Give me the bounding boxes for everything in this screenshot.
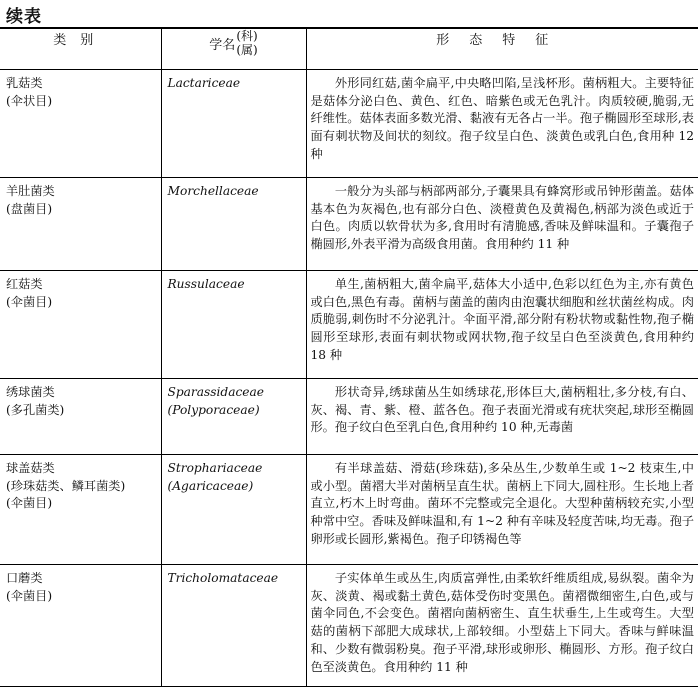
- row-features-cell: 外形同红菇,菌伞扁平,中央略凹陷,呈浅杯形。菌柄粗大。主要特征是菇体分泌白色、黄色、红色、暗紫色或无色乳汁。肉质较硬,脆弱,无纤维性。菇体表面多数光滑、黏液有无各占一半。孢子椭圆形至球形,表面有刺状物及间状的刻纹。孢子纹呈白色、淡黄色或乳白色,食用种 12 种: [306, 70, 698, 178]
- category-name: 口蘑类: [6, 571, 43, 585]
- row-category-cell: [0, 565, 161, 687]
- category-name: 红菇类: [6, 277, 43, 291]
- category-order: (盘菌目): [6, 201, 53, 216]
- row-latin-cell: [161, 178, 306, 271]
- row-latin-cell: [161, 379, 306, 455]
- latin-name: Lactariceae: [167, 76, 241, 90]
- row-latin-cell: [161, 455, 306, 565]
- row-category-cell: [0, 379, 161, 455]
- latin-name: Morchellaceae: [167, 184, 259, 198]
- header-features: 形态特征: [306, 28, 698, 70]
- category-name: 绣球菌类: [6, 385, 55, 399]
- row-category-cell: [0, 178, 161, 271]
- header-sci-family: (科): [236, 29, 258, 43]
- latin-name: Russulaceae: [167, 277, 245, 291]
- table-caption: 续表: [6, 7, 42, 27]
- row-features-cell: 有半球盖菇、滑菇(珍珠菇),多朵丛生,少数单生或 1~2 枝束生,中或小型。菌褶大半对菌柄呈直生状。菌柄上下同大,圆柱形。生长地上者直立,朽木上时弯曲。菌环不完整或完全退化。大型种菌柄较充实,小型种常中空。香味及鲜味温和,有 1~2 种有辛味及轻度苦味,均无毒。孢子卵形或长圆形,紫褐色。孢子印锈褐色等: [306, 455, 698, 565]
- table-row: [0, 70, 698, 178]
- row-features-cell: 子实体单生或丛生,肉质富弹性,由柔软纤维质组成,易纵裂。菌伞为灰、淡黄、褐或黏土黄色,菇体受伤时变黑色。菌褶微细密生,白色,或与菌伞同色,不会变色。菌褶向菌柄密生、直生状垂生,上生或弯生。大型菇的菌柄下部肥大成球状,上部较细。小型菇上下同大。香味与鲜味温和、少数有微弱粉臭。孢子平滑,球形或卵形、椭圆形、方形。孢子纹白色至淡黄色。食用种约 11 种: [306, 565, 698, 687]
- row-features-cell: 一般分为头部与柄部两部分,子囊果具有蜂窝形或吊钟形菌盖。菇体基本色为灰褐色,也有部分白色、淡橙黄色及黄褐色,柄部为淡色或近于白色。肉质以软骨状为多,食用时有清脆感,香味及鲜味温和。子囊孢子椭圆形,外表平滑为高级食用菌。食用种约 11 种: [306, 178, 698, 271]
- row-features-cell: 单生,菌柄粗大,菌伞扁平,菇体大小适中,色彩以红色为主,亦有黄色或白色,黑色有毒。菌柄与菌盖的菌肉由泡囊状细胞和丝状菌丝构成。肉质脆弱,刺伤时不分泌乳汁。伞面平滑,部分附有粉状物或黏性物,孢子椭圆形至球形,表面有刺状物或网状物,孢子纹呈白色至淡黄色,食用种约 18 种: [306, 271, 698, 379]
- category-order: (多孔菌类): [6, 402, 65, 417]
- row-features-cell: 形状奇异,绣球菌丛生如绣球花,形体巨大,菌柄粗壮,多分枝,有白、灰、褐、青、紫、橙、蓝各色。孢子表面光滑或有疣状突起,球形至椭圆形。孢子纹白色至乳白色,食用种约 10 种,无毒菌: [306, 379, 698, 455]
- row-category-cell: [0, 271, 161, 379]
- header-scientific-name: [161, 28, 306, 70]
- category-name: 球盖菇类: [6, 461, 55, 475]
- category-order-2: (伞菌目): [6, 496, 53, 511]
- mushroom-table: [0, 27, 698, 687]
- header-sci-main: 学名: [209, 37, 236, 53]
- table-row: [0, 565, 698, 687]
- latin-family: (Agaricaceae): [167, 478, 254, 493]
- category-name: 羊肚菌类: [6, 184, 55, 198]
- category-order: (珍珠菇类、鳞耳菌类): [6, 478, 126, 493]
- latin-name: Strophariaceae: [167, 461, 263, 475]
- row-latin-cell: [161, 70, 306, 178]
- category-order: (伞状目): [6, 93, 53, 108]
- category-order: (伞菌目): [6, 588, 53, 603]
- category-name: 乳菇类: [6, 76, 43, 90]
- row-latin-cell: [161, 271, 306, 379]
- header-sci-genus: (属): [236, 43, 258, 57]
- latin-name: Tricholomataceae: [167, 571, 279, 585]
- table-header-row: [0, 28, 698, 70]
- category-order: (伞菌目): [6, 294, 53, 309]
- header-category: 类别: [0, 28, 161, 70]
- row-category-cell: [0, 70, 161, 178]
- table-row: [0, 379, 698, 455]
- table-row: [0, 178, 698, 271]
- row-latin-cell: [161, 565, 306, 687]
- latin-family: (Polyporaceae): [167, 402, 260, 417]
- latin-name: Sparassidaceae: [167, 385, 265, 399]
- table-row: [0, 455, 698, 565]
- row-category-cell: [0, 455, 161, 565]
- table-row: [0, 271, 698, 379]
